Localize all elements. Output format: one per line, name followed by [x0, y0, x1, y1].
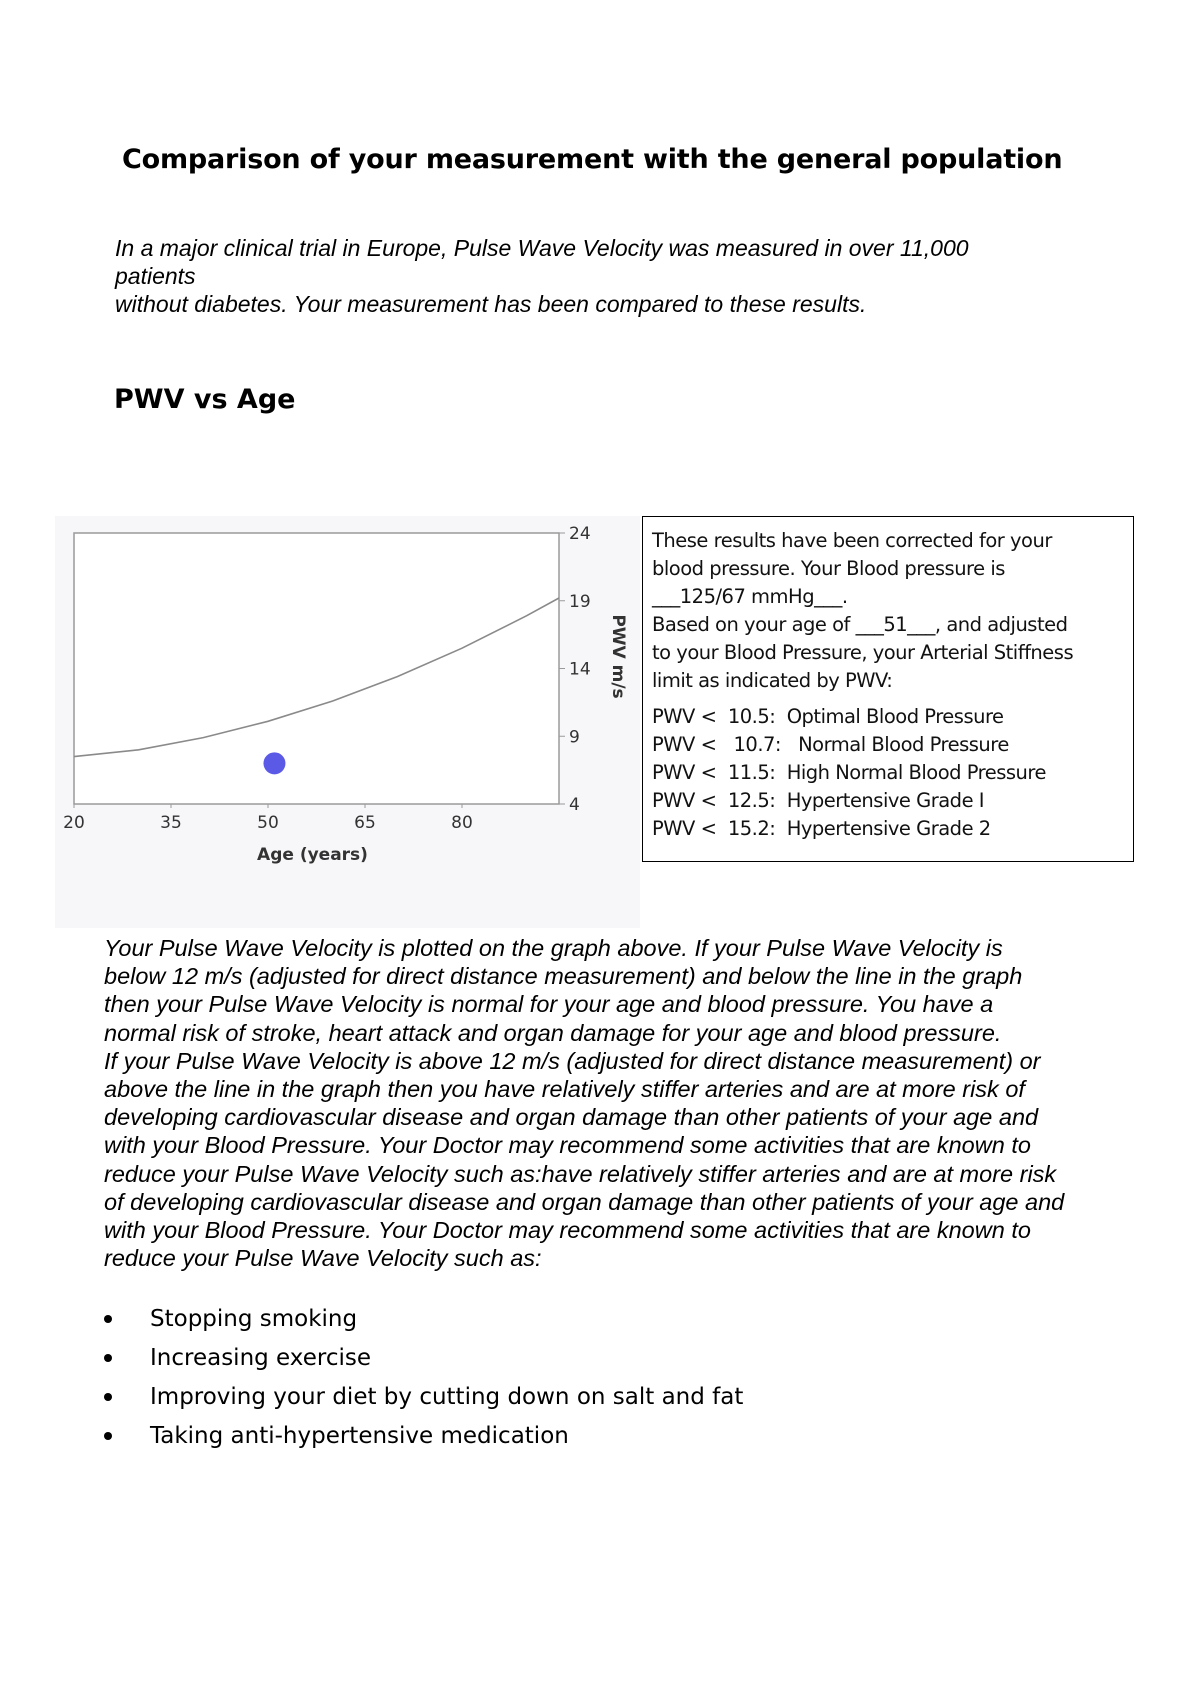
info-line: Based on your age of ___51___, and adjusted: [652, 613, 1068, 636]
plot-area: [74, 533, 559, 804]
info-line: limit as indicated by PWV:: [652, 669, 893, 692]
list-item-label: Improving your diet by cutting down on salt and fat: [150, 1384, 744, 1410]
info-line: ___125/67 mmHg___.: [652, 585, 848, 608]
body-line: above the line in the graph then you have relatively stiffer arteries and are at more risk of: [104, 1076, 1025, 1103]
bullet-icon: [104, 1432, 112, 1440]
intro-line: patients: [115, 263, 196, 289]
info-line: These results have been corrected for your: [652, 529, 1052, 552]
intro-line: without diabetes. Your measurement has been compared to these results.: [115, 291, 867, 317]
bp-info-box: [642, 516, 1134, 862]
intro-line: In a major clinical trial in Europe, Pulse Wave Velocity was measured in over 11,000: [115, 235, 969, 261]
list-item-label: Increasing exercise: [150, 1345, 371, 1371]
pwv-age-chart: [55, 516, 640, 928]
body-line: reduce your Pulse Wave Velocity such as:: [104, 1245, 542, 1272]
list-item: [104, 1339, 743, 1378]
recommendation-list: [104, 1300, 743, 1456]
body-line: Your Pulse Wave Velocity is plotted on the graph above. If your Pulse Wave Velocity is: [104, 935, 1003, 961]
bullet-icon: [104, 1393, 112, 1401]
y-tick-label: 19: [569, 591, 591, 612]
threshold-row: PWV < 15.2: Hypertensive Grade 2: [652, 817, 991, 840]
body-line: developing cardiovascular disease and organ damage than other patients of your age and: [104, 1104, 1039, 1131]
body-line: reduce your Pulse Wave Velocity such as:have relatively stiffer arteries and are at more risk: [104, 1160, 1057, 1187]
body-line: normal risk of stroke, heart attack and organ damage for your age and blood pressure.: [104, 1019, 1002, 1046]
y-axis-label: PWV m/s: [608, 614, 628, 699]
y-tick-label: 24: [569, 524, 591, 544]
x-tick-label: 20: [63, 813, 85, 833]
y-tick-label: 4: [569, 795, 580, 815]
body-line: below 12 m/s (adjusted for direct distance measurement) and below the line in the graph: [104, 963, 1023, 990]
bullet-icon: [104, 1315, 112, 1323]
list-item: [104, 1417, 743, 1456]
threshold-row: PWV < 12.5: Hypertensive Grade I: [652, 789, 985, 812]
body-line: with your Blood Pressure. Your Doctor may recommend some activities that are known to: [104, 1217, 1031, 1244]
y-tick-label: 9: [569, 727, 580, 748]
x-tick-label: 65: [354, 813, 376, 833]
chart-svg: [55, 516, 640, 928]
list-item: [104, 1378, 743, 1417]
explanation-paragraph: [104, 934, 1114, 1272]
y-tick-label: 14: [569, 659, 591, 680]
x-axis-label: Age (years): [257, 845, 368, 865]
x-tick-label: 50: [257, 813, 279, 833]
body-line: of developing cardiovascular disease and organ damage than other patients of your age and: [104, 1188, 1065, 1215]
x-tick-label: 35: [160, 813, 182, 833]
threshold-list: [652, 703, 1125, 843]
page-title: Comparison of your measurement with the general population: [122, 144, 1063, 175]
bullet-icon: [104, 1354, 112, 1362]
threshold-row: PWV < 10.5: Optimal Blood Pressure: [652, 705, 1004, 728]
body-line: If your Pulse Wave Velocity is above 12 m/s (adjusted for direct distance measurement) or: [104, 1047, 1041, 1074]
list-item-label: Taking anti-hypertensive medication: [150, 1423, 569, 1449]
list-item-label: Stopping smoking: [150, 1306, 358, 1332]
threshold-row: PWV < 11.5: High Normal Blood Pressure: [652, 761, 1046, 784]
section-title: PWV vs Age: [114, 384, 296, 415]
threshold-row: PWV < 10.7: Normal Blood Pressure: [652, 733, 1009, 756]
list-item: [104, 1300, 743, 1339]
intro-paragraph: [115, 234, 1055, 318]
body-line: then your Pulse Wave Velocity is normal for your age and blood pressure. You have a: [104, 991, 994, 1018]
patient-data-point: [263, 752, 285, 774]
info-line: to your Blood Pressure, your Arterial Stiffness: [652, 641, 1074, 664]
x-tick-label: 80: [451, 813, 473, 833]
info-line: blood pressure. Your Blood pressure is: [652, 557, 1005, 580]
body-line: with your Blood Pressure. Your Doctor may recommend some activities that are known to: [104, 1132, 1031, 1159]
